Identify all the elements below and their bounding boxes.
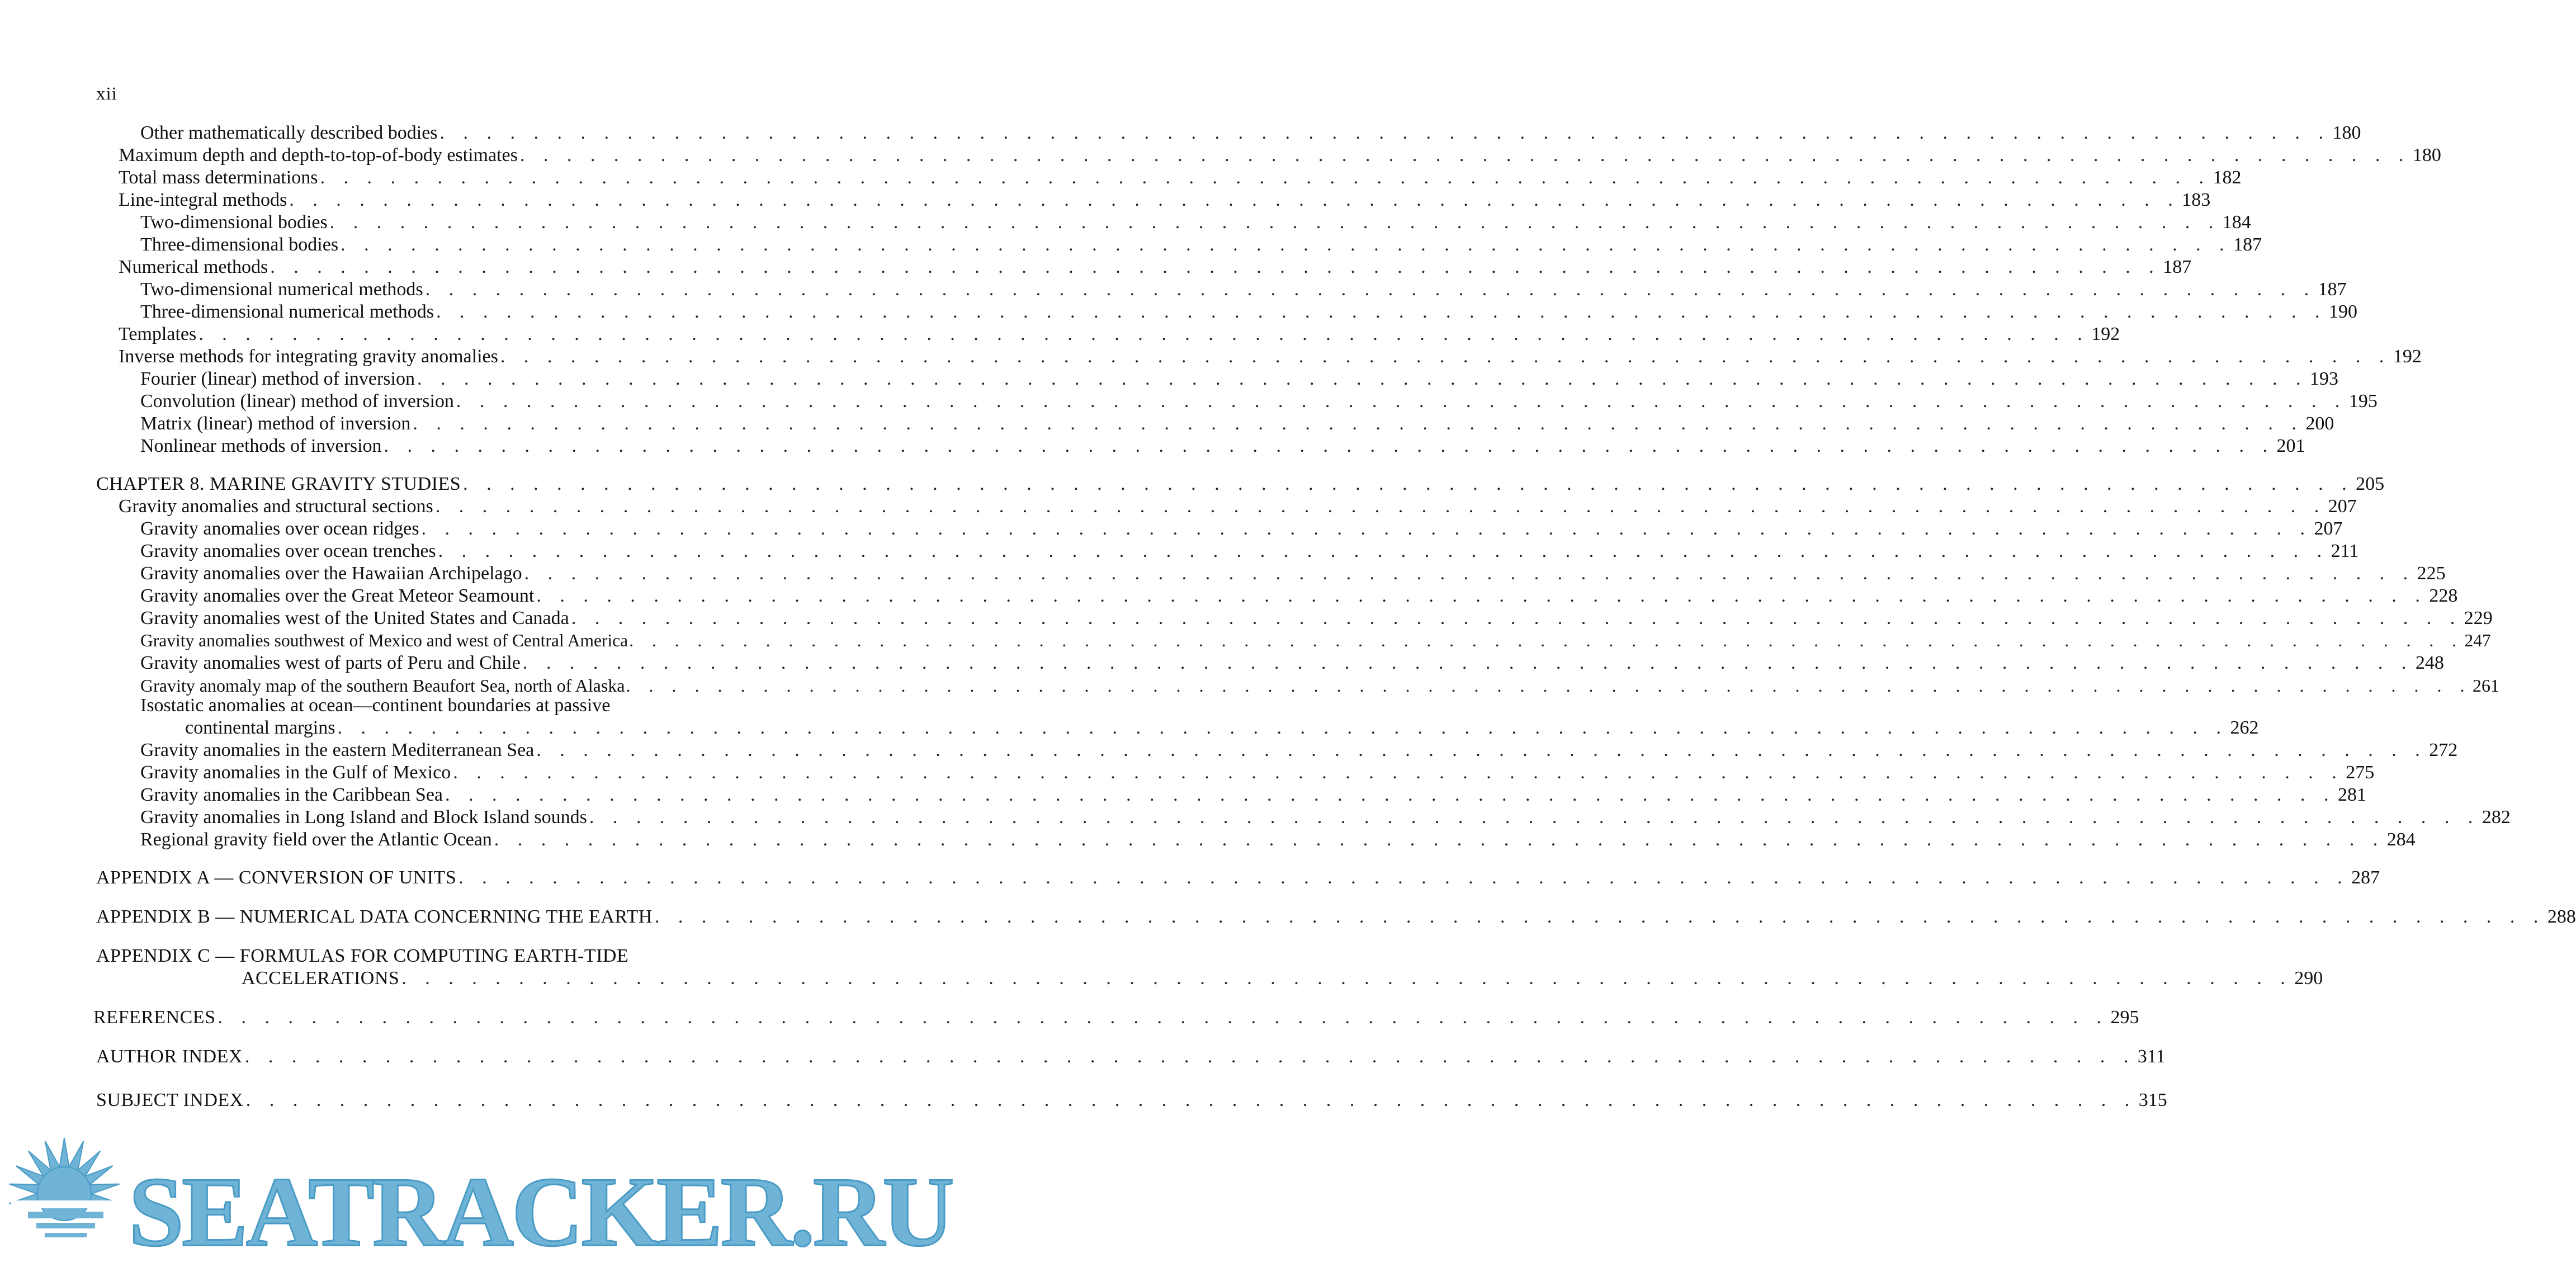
- entry-title: Gravity anomalies in Long Island and Block Island sounds: [140, 807, 587, 828]
- toc-entry-appendix: [242, 967, 2323, 990]
- entry-title: APPENDIX B — NUMERICAL DATA CONCERNING THE EARTH: [96, 906, 653, 927]
- toc-entry: [140, 122, 2361, 144]
- dot-leader: [417, 368, 2308, 390]
- entry-page: 180: [2332, 122, 2361, 143]
- entry-title: CHAPTER 8. MARINE GRAVITY STUDIES: [96, 474, 461, 494]
- entry-title: Gravity anomalies west of parts of Peru and Chile: [140, 653, 521, 673]
- dot-leader: [463, 473, 2353, 495]
- entry-title: Regional gravity field over the Atlantic Ocean: [140, 829, 492, 850]
- dot-leader: [626, 674, 2471, 697]
- toc-entry-continued: Isostatic anomalies at ocean—continent boundaries at passive: [140, 695, 611, 716]
- toc-entry: [140, 301, 2357, 323]
- entry-title: Matrix (linear) method of inversion: [140, 413, 411, 434]
- toc-entry: [140, 652, 2444, 674]
- entry-title: Two-dimensional numerical methods: [140, 279, 423, 300]
- dot-leader: [246, 1089, 2137, 1112]
- toc-entry-appendix: [96, 906, 2576, 928]
- dot-leader: [655, 906, 2545, 928]
- entry-title: Templates: [119, 324, 197, 344]
- entry-page: 288: [2547, 906, 2576, 927]
- toc-entry: [140, 562, 2446, 585]
- dot-leader: [245, 1046, 2135, 1068]
- toc-entry: [119, 144, 2441, 167]
- entry-title: Gravity anomalies over the Hawaiian Archipelago: [140, 563, 522, 584]
- toc-entry: [140, 806, 2511, 829]
- entry-title: Gravity anomalies in the Gulf of Mexico: [140, 762, 451, 783]
- toc-entry-subject-index: [96, 1089, 2167, 1112]
- entry-title: Gravity anomaly map of the southern Beaufort Sea, north of Alaska: [140, 675, 625, 696]
- entry-title: Two-dimensional bodies: [140, 212, 328, 233]
- entry-title: continental margins: [185, 717, 335, 738]
- dot-leader: [270, 256, 2161, 278]
- toc-entry: [140, 540, 2359, 562]
- dot-leader: [494, 829, 2385, 851]
- entry-title: Gravity anomalies southwest of Mexico and west of Central America: [140, 631, 628, 650]
- toc-entry: [140, 413, 2334, 435]
- dot-leader: [536, 739, 2427, 762]
- entry-title: Line-integral methods: [119, 190, 287, 210]
- entry-page: 201: [2276, 436, 2305, 456]
- toc-entry: [140, 630, 2491, 652]
- toc-entry: [119, 167, 2242, 189]
- dot-leader: [436, 301, 2327, 323]
- entry-page: 282: [2482, 807, 2511, 828]
- dot-leader: [438, 540, 2329, 562]
- toc-entry: [119, 256, 2192, 278]
- sun-icon: [8, 1138, 120, 1237]
- entry-page: 228: [2429, 585, 2458, 606]
- entry-page: 272: [2429, 740, 2458, 760]
- entry-page: 248: [2415, 653, 2444, 673]
- toc-entry: [140, 435, 2305, 457]
- toc-entry: [140, 234, 2262, 256]
- dot-leader: [426, 278, 2316, 301]
- toc-entry: [140, 518, 2343, 540]
- toc-entry: [140, 211, 2251, 234]
- entry-page: 207: [2314, 518, 2343, 539]
- entry-title: Three-dimensional bodies: [140, 234, 339, 255]
- toc-entry: [140, 278, 2347, 301]
- dot-leader: [453, 762, 2343, 784]
- dot-leader: [536, 585, 2427, 607]
- entry-title: SUBJECT INDEX: [96, 1090, 244, 1110]
- dot-leader: [413, 413, 2303, 435]
- dot-leader: [198, 323, 2089, 346]
- entry-page: 193: [2309, 368, 2338, 389]
- toc-entry-references: [93, 1006, 2139, 1029]
- dot-leader: [520, 144, 2410, 167]
- entry-page: 247: [2464, 631, 2491, 650]
- entry-page: 200: [2305, 413, 2334, 434]
- toc-entry-chapter: [96, 473, 2385, 495]
- toc-entry-author-index: [96, 1046, 2166, 1068]
- entry-title: AUTHOR INDEX: [96, 1046, 243, 1067]
- entry-title: Maximum depth and depth-to-top-of-body estimates: [119, 145, 518, 166]
- entry-page: 211: [2331, 541, 2359, 561]
- dot-leader: [523, 652, 2413, 674]
- entry-title: Gravity anomalies in the eastern Mediterranean Sea: [140, 740, 535, 760]
- dot-leader: [330, 211, 2220, 234]
- toc-entry: [140, 368, 2338, 390]
- entry-page: 287: [2351, 867, 2380, 888]
- dot-leader: [589, 806, 2480, 829]
- dot-leader: [456, 390, 2347, 413]
- entry-title: Convolution (linear) method of inversion: [140, 391, 454, 412]
- entry-title: Gravity anomalies in the Caribbean Sea: [140, 784, 443, 805]
- entry-title: APPENDIX A — CONVERSION OF UNITS: [96, 867, 457, 888]
- toc-entry: [119, 189, 2211, 211]
- toc-entry: [140, 762, 2375, 784]
- toc-entry: [119, 346, 2422, 368]
- entry-title: ACCELERATIONS: [242, 968, 400, 989]
- dot-leader: [629, 630, 2463, 652]
- dot-leader: [459, 867, 2349, 889]
- toc-entry: [140, 607, 2493, 630]
- entry-title: Nonlinear methods of inversion: [140, 436, 382, 456]
- toc-entry: [140, 674, 2499, 697]
- entry-title: Other mathematically described bodies: [140, 122, 438, 143]
- entry-title: Gravity anomalies over ocean trenches: [140, 541, 436, 561]
- entry-title: Numerical methods: [119, 257, 268, 277]
- toc-entry: [140, 739, 2458, 762]
- entry-page: 229: [2464, 608, 2493, 628]
- entry-page: 187: [2318, 279, 2347, 300]
- entry-page: 192: [2393, 346, 2422, 367]
- dot-leader: [401, 967, 2292, 990]
- entry-title: Gravity anomalies west of the United States and Canada: [140, 608, 569, 628]
- entry-title: Three-dimensional numerical methods: [140, 301, 434, 322]
- entry-page: 182: [2213, 167, 2242, 188]
- dot-leader: [337, 717, 2228, 739]
- entry-page: 315: [2138, 1090, 2167, 1110]
- entry-page: 262: [2230, 717, 2259, 738]
- page-number: xii: [96, 84, 117, 104]
- toc-entry: [119, 323, 2120, 346]
- entry-page: 184: [2222, 212, 2251, 233]
- toc-entry-appendix-line1: APPENDIX C — FORMULAS FOR COMPUTING EARTH-TIDE: [96, 945, 629, 966]
- entry-page: 183: [2182, 190, 2211, 210]
- entry-title: REFERENCES: [93, 1007, 216, 1028]
- dot-leader: [320, 167, 2210, 189]
- dot-leader: [440, 122, 2331, 144]
- dot-leader: [341, 234, 2231, 256]
- entry-page: 187: [2233, 234, 2262, 255]
- entry-title: Total mass determinations: [119, 167, 318, 188]
- toc-entry: [140, 784, 2366, 806]
- entry-title: Fourier (linear) method of inversion: [140, 368, 415, 389]
- entry-page: 295: [2110, 1007, 2139, 1028]
- entry-page: 281: [2338, 784, 2366, 805]
- entry-page: 180: [2412, 145, 2441, 166]
- entry-title: Gravity anomalies over the Great Meteor Seamount: [140, 585, 535, 606]
- watermark-text: SEATRACKER.RU: [129, 1156, 952, 1267]
- entry-page: 190: [2328, 301, 2357, 322]
- entry-page: 192: [2091, 324, 2120, 344]
- entry-page: 225: [2417, 563, 2446, 584]
- entry-page: 290: [2294, 968, 2323, 989]
- dot-leader: [289, 189, 2180, 211]
- toc-entry: [140, 585, 2458, 607]
- entry-page: 275: [2346, 762, 2375, 783]
- dot-leader: [384, 435, 2275, 457]
- entry-page: 195: [2348, 391, 2378, 412]
- toc-entry: [185, 717, 2259, 739]
- dot-leader: [445, 784, 2336, 806]
- entry-page: 311: [2137, 1046, 2166, 1067]
- toc-entry: [140, 390, 2378, 413]
- entry-page: 284: [2386, 829, 2416, 850]
- dot-leader: [524, 562, 2415, 585]
- dot-leader: [421, 518, 2312, 540]
- dot-leader: [436, 495, 2326, 518]
- entry-page: 207: [2328, 496, 2357, 517]
- entry-title: Gravity anomalies and structural sections: [119, 496, 433, 517]
- entry-page: 187: [2163, 257, 2192, 277]
- toc-entry: [119, 495, 2357, 518]
- entry-title: Inverse methods for integrating gravity anomalies: [119, 346, 498, 367]
- entry-title: Gravity anomalies over ocean ridges: [140, 518, 419, 539]
- dot-leader: [218, 1006, 2108, 1029]
- toc-entry-appendix: [96, 867, 2380, 889]
- toc-entry: [140, 829, 2416, 851]
- entry-page: 261: [2472, 675, 2499, 696]
- dot-leader: [571, 607, 2462, 630]
- dot-leader: [500, 346, 2391, 368]
- entry-page: 205: [2356, 474, 2385, 494]
